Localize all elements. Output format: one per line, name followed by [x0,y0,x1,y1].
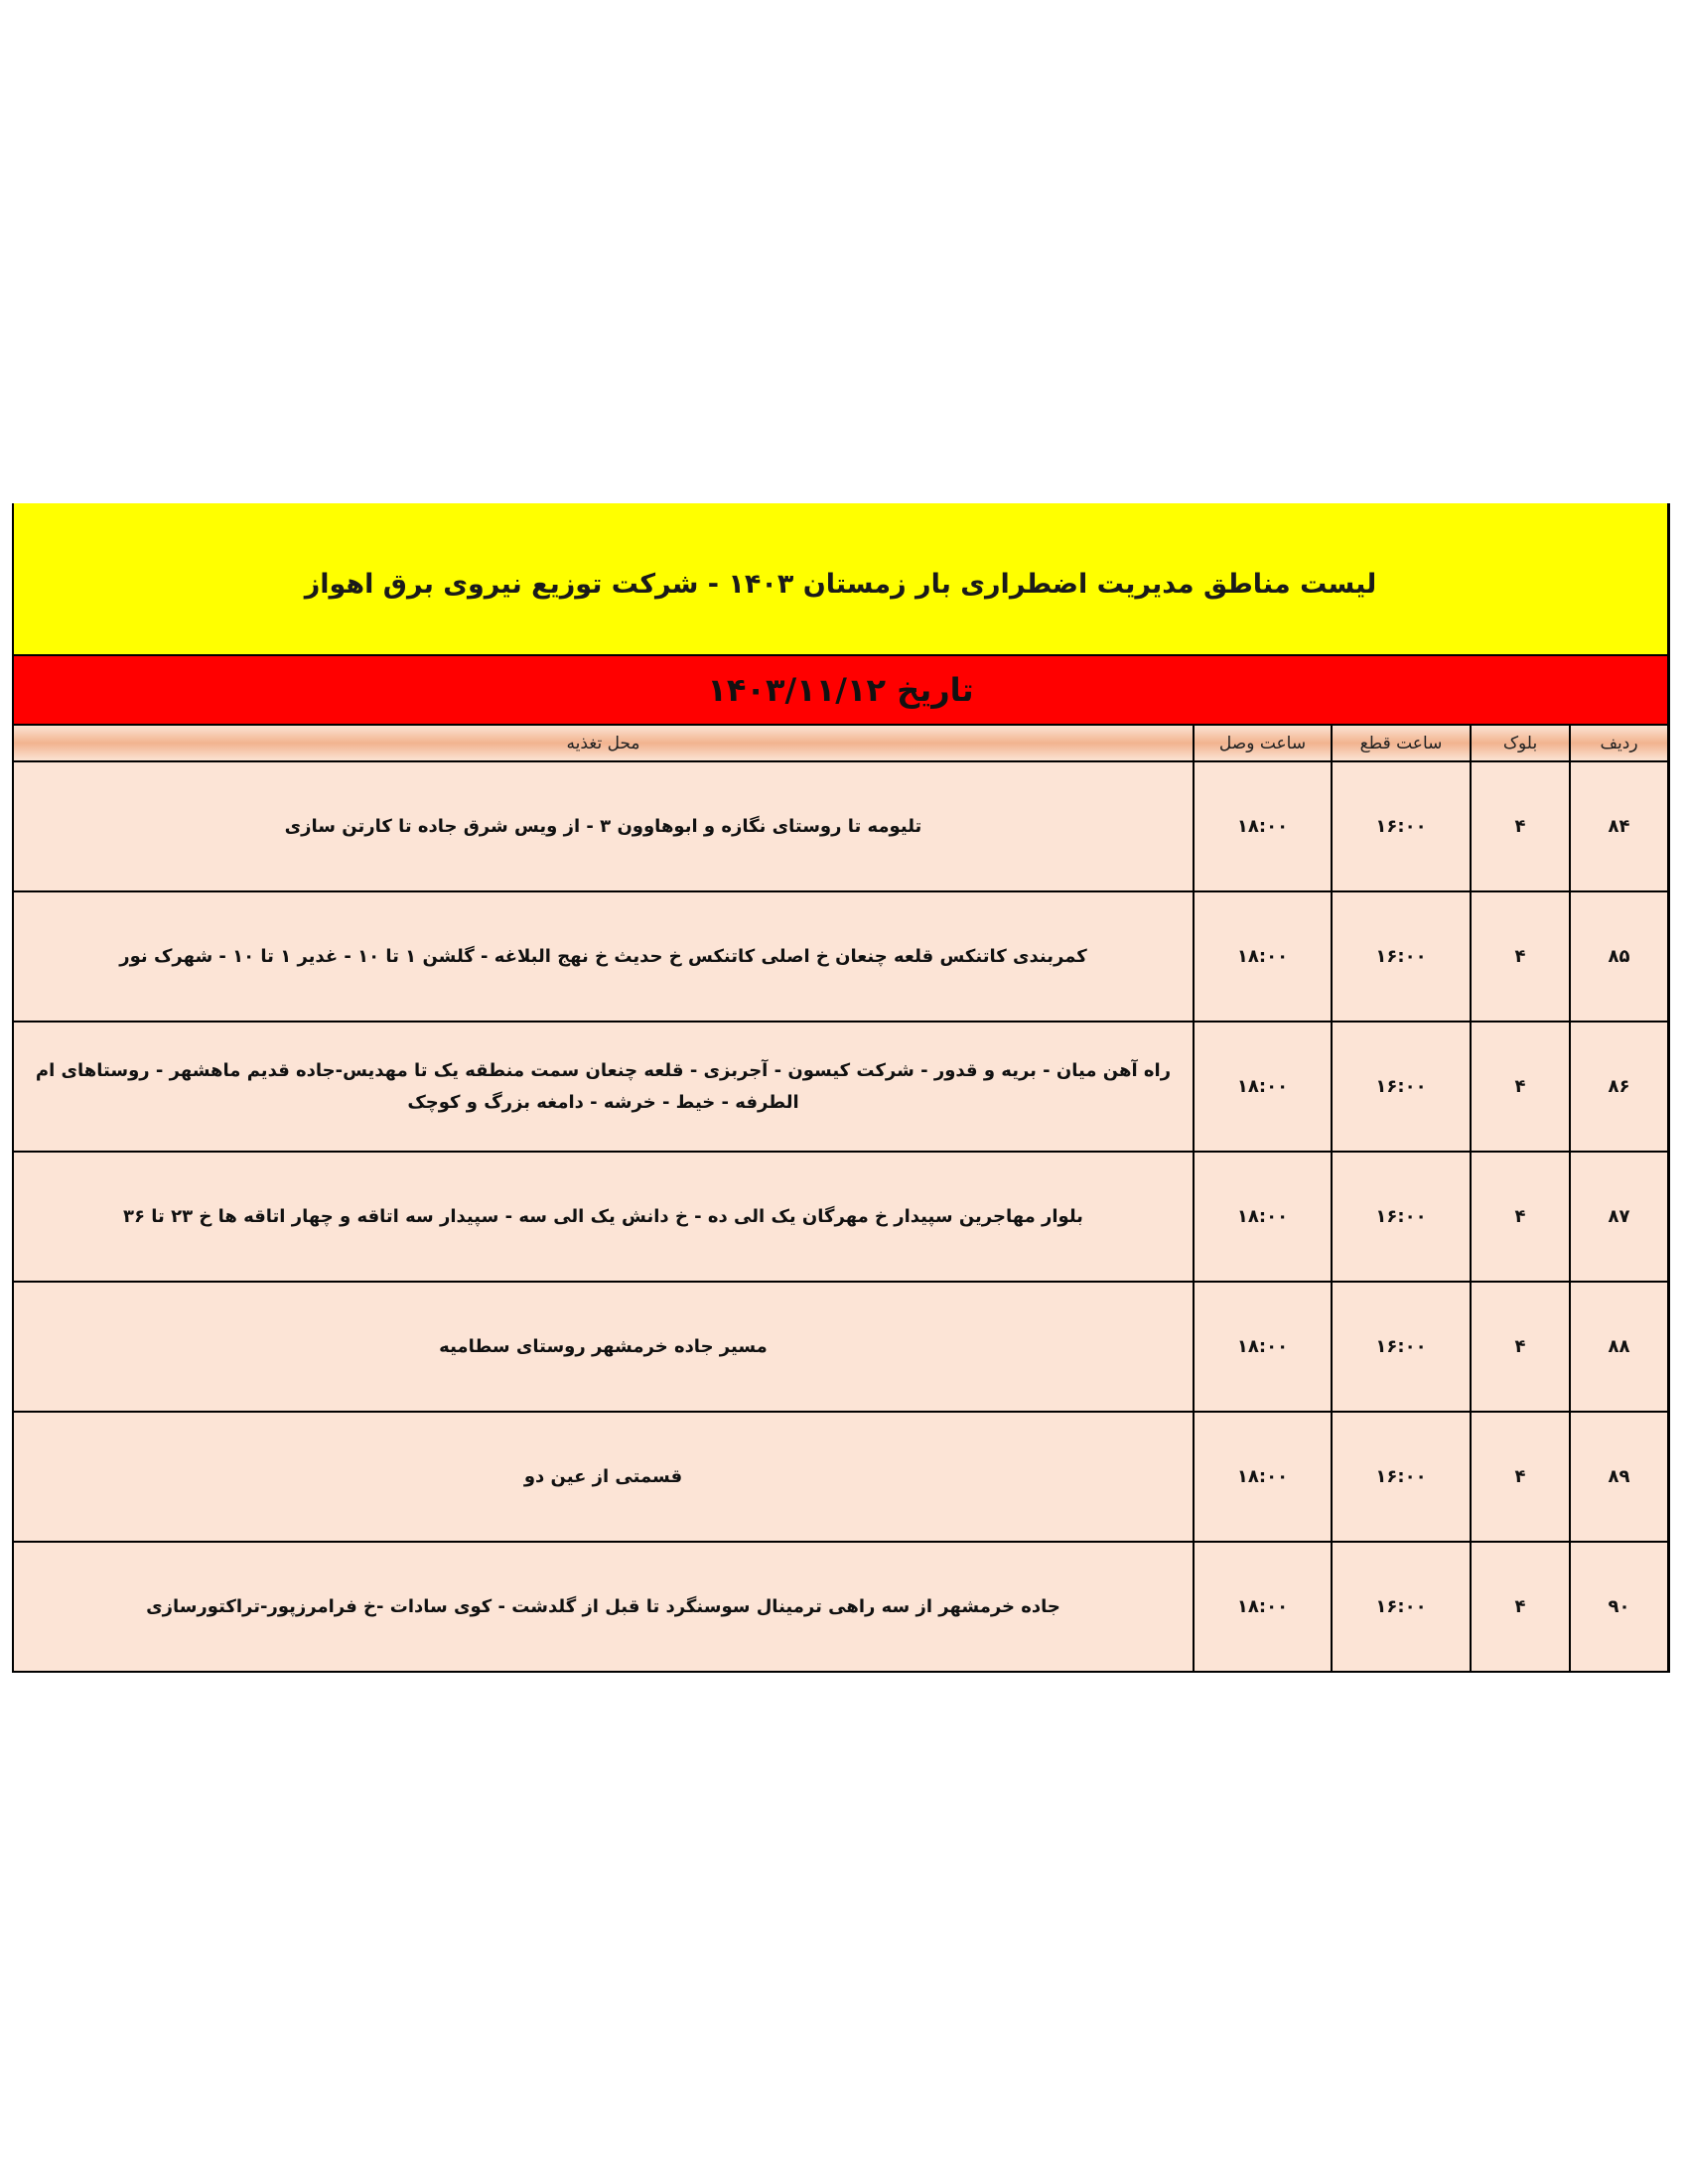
block-number: ۴ [1471,1022,1570,1152]
cut-time: ۱۶:۰۰ [1332,891,1471,1022]
table-row [14,1022,1667,1152]
date-band [14,656,1667,726]
block-number: ۴ [1471,891,1570,1022]
connect-time: ۱۸:۰۰ [1194,891,1332,1022]
connect-time: ۱۸:۰۰ [1194,1152,1332,1282]
row-number: ۹۰ [1570,1542,1667,1671]
cut-time: ۱۶:۰۰ [1332,1282,1471,1412]
table-row [14,761,1667,891]
connect-time: ۱۸:۰۰ [1194,1412,1332,1542]
connect-time: ۱۸:۰۰ [1194,761,1332,891]
table-header-row [14,726,1667,761]
block-number: ۴ [1471,1412,1570,1542]
table-row [14,1282,1667,1412]
row-number: ۸۶ [1570,1022,1667,1152]
cut-time: ۱۶:۰۰ [1332,1542,1471,1671]
feed-area: مسیر جاده خرمشهر روستای سطامیه [14,1282,1194,1412]
feed-area: تلیومه تا روستای نگازه و ابوهاوون ۳ - از ویس شرق جاده تا کارتن سازی [14,761,1194,891]
row-number: ۸۴ [1570,761,1667,891]
row-number: ۸۸ [1570,1282,1667,1412]
block-number: ۴ [1471,761,1570,891]
document-title: لیست مناطق مدیریت اضطراری بار زمستان ۱۴۰۳ - شرکت توزیع نیروی برق اهواز [304,568,1377,600]
connect-time: ۱۸:۰۰ [1194,1542,1332,1671]
feed-area: جاده خرمشهر از سه راهی ترمینال سوسنگرد تا قبل از گلدشت - کوی سادات -خ فرامرزپور-تراکتورسازی [14,1542,1194,1671]
feed-area: بلوار مهاجرین سپیدار خ مهرگان یک الی ده - خ دانش یک الی سه - سپیدار سه اتاقه و چهار اتاقه ها خ ۲۳ تا ۳۶ [14,1152,1194,1282]
header-block: بلوک [1471,726,1570,761]
table-row [14,891,1667,1022]
cut-time: ۱۶:۰۰ [1332,761,1471,891]
table-row [14,1152,1667,1282]
row-number: ۸۷ [1570,1152,1667,1282]
row-number: ۸۹ [1570,1412,1667,1542]
title-band [14,503,1667,656]
cut-time: ۱۶:۰۰ [1332,1412,1471,1542]
table-row [14,1412,1667,1542]
feed-area: کمربندی کاتنکس قلعه چنعان خ اصلی کاتنکس خ حدیث خ نهج البلاغه - گلشن ۱ تا ۱۰ - غدیر ۱ تا ۱۰ - شهرک نور [14,891,1194,1022]
header-row-no: ردیف [1570,726,1667,761]
table-row [14,1542,1667,1671]
block-number: ۴ [1471,1282,1570,1412]
document-date: تاریخ ۱۴۰۳/۱۱/۱۲ [707,671,974,709]
header-connect-time: ساعت وصل [1194,726,1332,761]
header-feed-area: محل تغذیه [14,726,1194,761]
feed-area: قسمتی از عین دو [14,1412,1194,1542]
cut-time: ۱۶:۰۰ [1332,1022,1471,1152]
block-number: ۴ [1471,1152,1570,1282]
outage-schedule-sheet [12,503,1670,1673]
outage-table [14,726,1667,1671]
row-number: ۸۵ [1570,891,1667,1022]
cut-time: ۱۶:۰۰ [1332,1152,1471,1282]
header-cut-time: ساعت قطع [1332,726,1471,761]
connect-time: ۱۸:۰۰ [1194,1022,1332,1152]
feed-area: راه آهن میان - بریه و قدور - شرکت کیسون - آجربزی - قلعه چنعان سمت منطقه یک تا مهدیس-جاده قدیم ماهشهر - روستاهای ام الطرفه - خیط - خرشه - دامغه بزرگ و کوچک [14,1022,1194,1152]
connect-time: ۱۸:۰۰ [1194,1282,1332,1412]
block-number: ۴ [1471,1542,1570,1671]
